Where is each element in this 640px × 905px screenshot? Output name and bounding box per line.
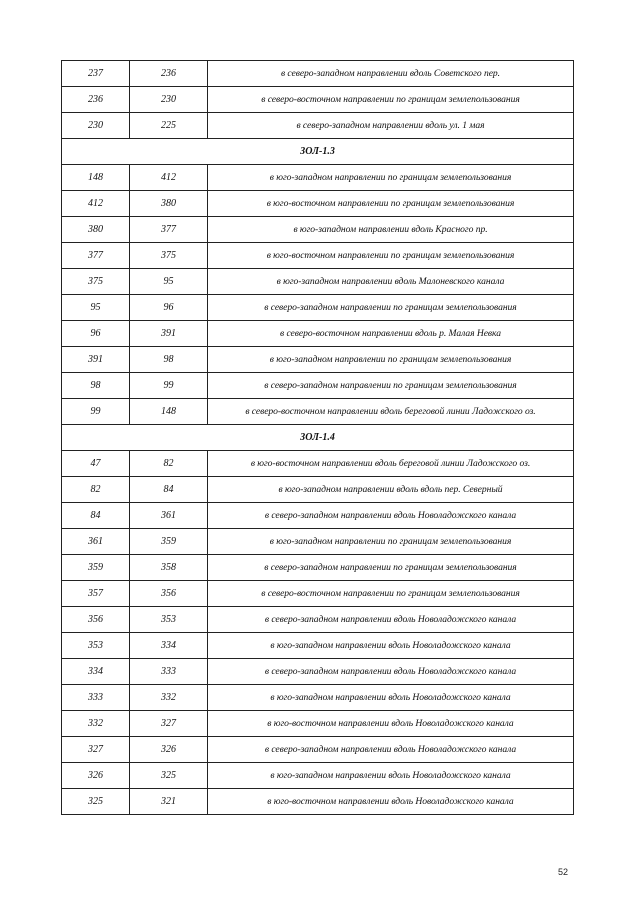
table-row	[62, 633, 574, 659]
point-to-cell: 321	[130, 789, 208, 815]
page-number: 52	[557, 867, 568, 877]
table-row	[62, 321, 574, 347]
point-from-cell: 361	[62, 529, 130, 555]
point-from-cell: 148	[62, 165, 130, 191]
direction-description-cell: в юго-западном направлении по границам землепользования	[208, 165, 574, 191]
table-row	[62, 113, 574, 139]
direction-description-cell: в юго-западном направлении вдоль Новоладожского канала	[208, 633, 574, 659]
point-from-cell: 357	[62, 581, 130, 607]
direction-description-cell: в северо-западном направлении по границам землепользования	[208, 295, 574, 321]
table-row	[62, 191, 574, 217]
boundary-description-table	[61, 60, 574, 815]
direction-description-cell: в юго-западном направлении вдоль Красного пр.	[208, 217, 574, 243]
direction-description-cell: в северо-западном направлении вдоль Новоладожского канала	[208, 659, 574, 685]
table-row	[62, 87, 574, 113]
direction-description-cell: в юго-восточном направлении вдоль береговой линии Ладожского оз.	[208, 451, 574, 477]
point-to-cell: 377	[130, 217, 208, 243]
direction-description-cell: в юго-западном направлении вдоль Новоладожского канала	[208, 763, 574, 789]
point-from-cell: 334	[62, 659, 130, 685]
section-title: ЗОЛ-1.4	[62, 425, 574, 451]
point-to-cell: 225	[130, 113, 208, 139]
point-from-cell: 98	[62, 373, 130, 399]
table-row	[62, 711, 574, 737]
point-to-cell: 95	[130, 269, 208, 295]
point-to-cell: 332	[130, 685, 208, 711]
direction-description-cell: в юго-восточном направлении вдоль Новоладожского канала	[208, 711, 574, 737]
direction-description-cell: в северо-западном направлении по границам землепользования	[208, 373, 574, 399]
point-from-cell: 99	[62, 399, 130, 425]
direction-description-cell: в юго-восточном направлении по границам землепользования	[208, 243, 574, 269]
point-to-cell: 327	[130, 711, 208, 737]
direction-description-cell: в юго-восточном направлении по границам землепользования	[208, 191, 574, 217]
point-from-cell: 325	[62, 789, 130, 815]
point-to-cell: 353	[130, 607, 208, 633]
direction-description-cell: в северо-западном направлении вдоль ул. 1 мая	[208, 113, 574, 139]
point-from-cell: 230	[62, 113, 130, 139]
direction-description-cell: в северо-западном направлении вдоль Новоладожского канала	[208, 737, 574, 763]
point-to-cell: 325	[130, 763, 208, 789]
table-row	[62, 165, 574, 191]
direction-description-cell: в юго-западном направлении вдоль Малоневского канала	[208, 269, 574, 295]
direction-description-cell: в северо-западном направлении вдоль Новоладожского канала	[208, 607, 574, 633]
direction-description-cell: в юго-западном направлении вдоль Новоладожского канала	[208, 685, 574, 711]
table-row	[62, 451, 574, 477]
point-to-cell: 361	[130, 503, 208, 529]
table-row	[62, 737, 574, 763]
table-row	[62, 555, 574, 581]
table-row	[62, 581, 574, 607]
table-row	[62, 217, 574, 243]
point-to-cell: 391	[130, 321, 208, 347]
table-row	[62, 607, 574, 633]
point-from-cell: 332	[62, 711, 130, 737]
table-row	[62, 347, 574, 373]
point-from-cell: 327	[62, 737, 130, 763]
point-from-cell: 356	[62, 607, 130, 633]
point-to-cell: 375	[130, 243, 208, 269]
table-body	[62, 61, 574, 815]
point-from-cell: 47	[62, 451, 130, 477]
direction-description-cell: в северо-западном направлении по границам землепользования	[208, 555, 574, 581]
point-to-cell: 333	[130, 659, 208, 685]
section-header-row	[62, 425, 574, 451]
table-row	[62, 477, 574, 503]
table-row	[62, 373, 574, 399]
point-from-cell: 412	[62, 191, 130, 217]
point-from-cell: 333	[62, 685, 130, 711]
point-from-cell: 359	[62, 555, 130, 581]
direction-description-cell: в северо-восточном направлении по границам землепользования	[208, 581, 574, 607]
point-from-cell: 391	[62, 347, 130, 373]
point-to-cell: 358	[130, 555, 208, 581]
point-from-cell: 375	[62, 269, 130, 295]
table-row	[62, 269, 574, 295]
table-row	[62, 789, 574, 815]
point-from-cell: 95	[62, 295, 130, 321]
point-from-cell: 82	[62, 477, 130, 503]
direction-description-cell: в северо-восточном направлении вдоль р. Малая Невка	[208, 321, 574, 347]
point-to-cell: 98	[130, 347, 208, 373]
direction-description-cell: в юго-восточном направлении вдоль Новоладожского канала	[208, 789, 574, 815]
table-row	[62, 61, 574, 87]
table-row	[62, 685, 574, 711]
direction-description-cell: в северо-западном направлении вдоль Советского пер.	[208, 61, 574, 87]
point-to-cell: 412	[130, 165, 208, 191]
direction-description-cell: в северо-восточном направлении вдоль береговой линии Ладожского оз.	[208, 399, 574, 425]
point-from-cell: 84	[62, 503, 130, 529]
direction-description-cell: в юго-западном направлении по границам землепользования	[208, 347, 574, 373]
point-to-cell: 96	[130, 295, 208, 321]
point-to-cell: 82	[130, 451, 208, 477]
table-row	[62, 659, 574, 685]
table-row	[62, 295, 574, 321]
point-to-cell: 380	[130, 191, 208, 217]
table-row	[62, 399, 574, 425]
point-from-cell: 96	[62, 321, 130, 347]
point-to-cell: 84	[130, 477, 208, 503]
point-to-cell: 359	[130, 529, 208, 555]
direction-description-cell: в северо-восточном направлении по границам землепользования	[208, 87, 574, 113]
point-from-cell: 236	[62, 87, 130, 113]
point-from-cell: 353	[62, 633, 130, 659]
point-from-cell: 237	[62, 61, 130, 87]
direction-description-cell: в северо-западном направлении вдоль Новоладожского канала	[208, 503, 574, 529]
table-row	[62, 243, 574, 269]
point-to-cell: 99	[130, 373, 208, 399]
point-to-cell: 148	[130, 399, 208, 425]
point-from-cell: 377	[62, 243, 130, 269]
point-to-cell: 230	[130, 87, 208, 113]
point-from-cell: 326	[62, 763, 130, 789]
direction-description-cell: в юго-западном направлении по границам землепользования	[208, 529, 574, 555]
table-row	[62, 503, 574, 529]
point-to-cell: 356	[130, 581, 208, 607]
point-to-cell: 326	[130, 737, 208, 763]
point-to-cell: 236	[130, 61, 208, 87]
section-title: ЗОЛ-1.3	[62, 139, 574, 165]
section-header-row	[62, 139, 574, 165]
table-row	[62, 529, 574, 555]
direction-description-cell: в юго-западном направлении вдоль вдоль пер. Северный	[208, 477, 574, 503]
point-to-cell: 334	[130, 633, 208, 659]
table-row	[62, 763, 574, 789]
point-from-cell: 380	[62, 217, 130, 243]
